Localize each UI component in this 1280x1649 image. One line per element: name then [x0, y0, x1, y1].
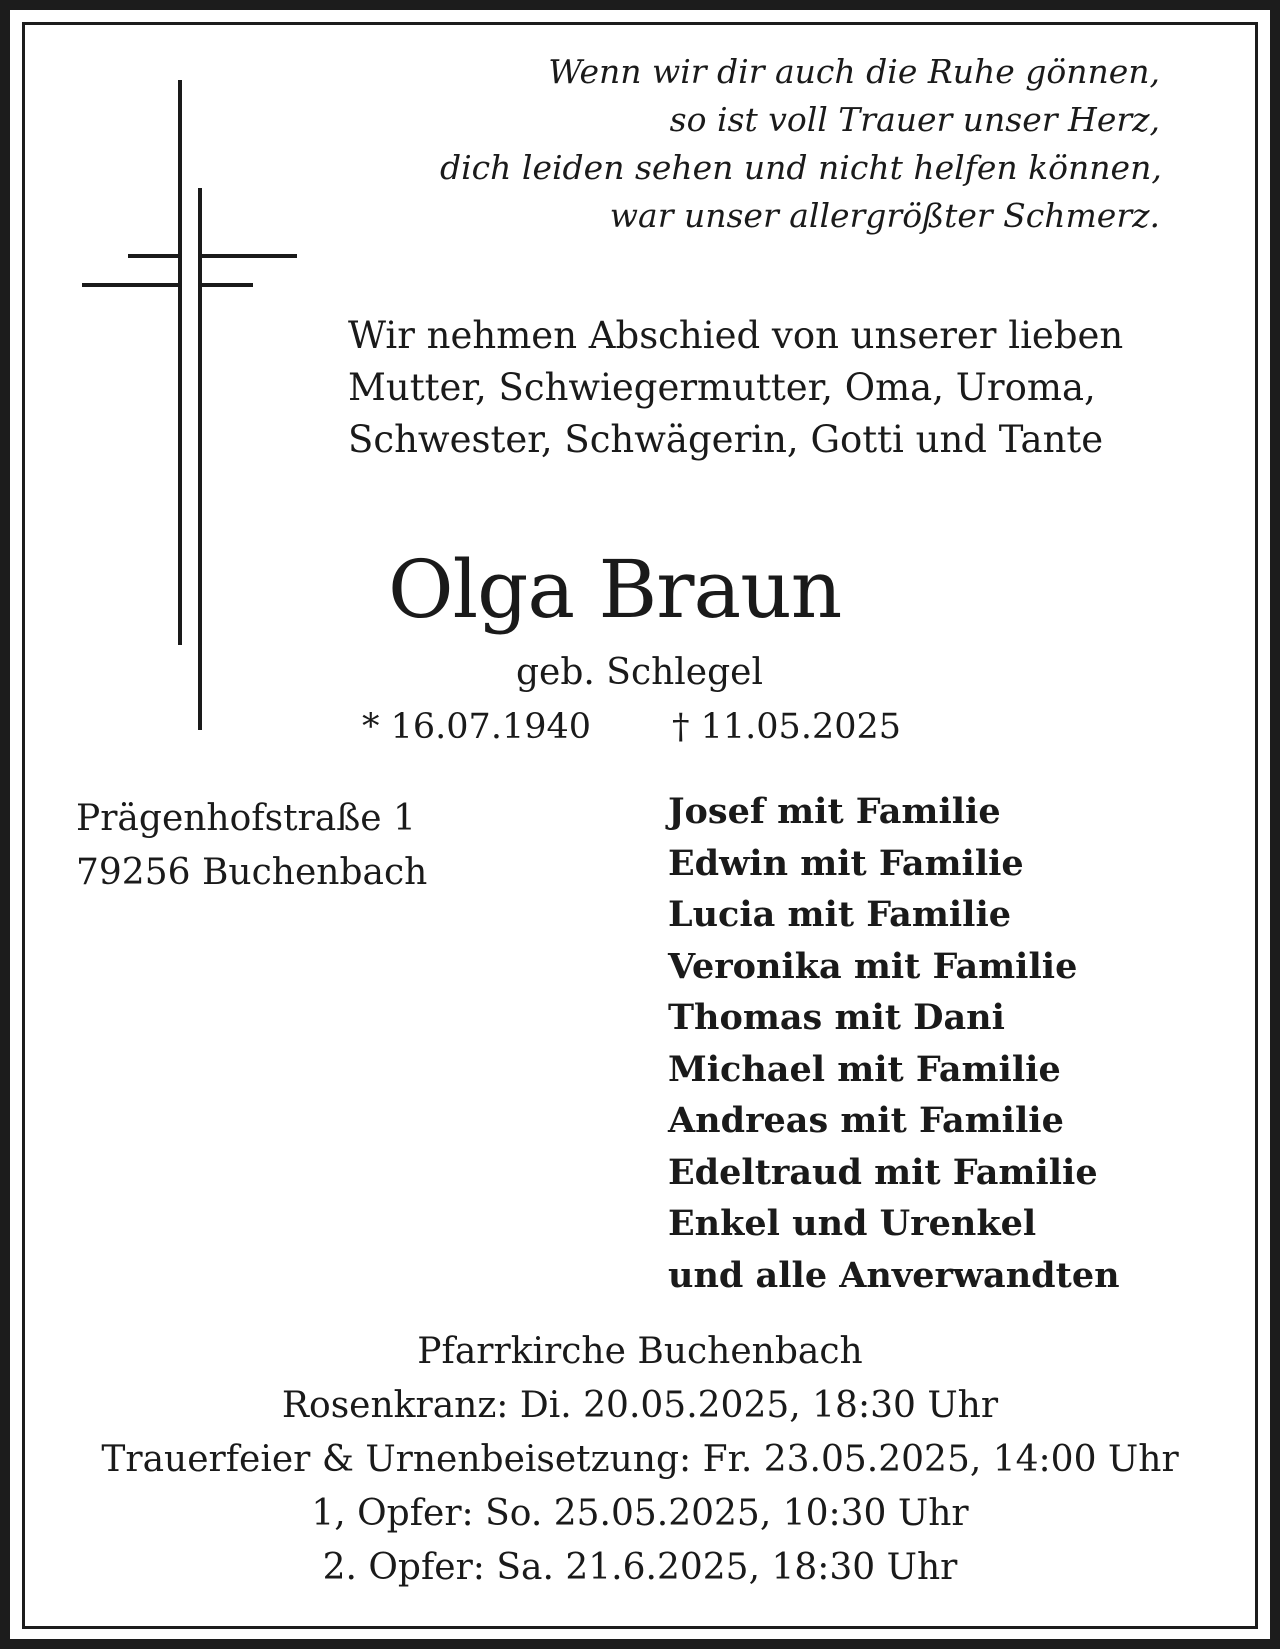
deceased-name: Olga Braun	[388, 543, 842, 636]
church-name: Pfarrkirche Buchenbach	[417, 1331, 863, 1372]
poem-line: so ist voll Trauer unser Herz,	[669, 100, 1160, 139]
poem-verse	[440, 48, 1160, 240]
birth-date: * 16.07.1940	[362, 707, 592, 747]
service-rosary: Rosenkranz: Di. 20.05.2025, 18:30 Uhr	[281, 1385, 999, 1426]
poem-line: dich leiden sehen und nicht helfen können,	[440, 148, 1162, 187]
intro-line: Mutter, Schwiegermutter, Oma, Uroma,	[348, 366, 1096, 409]
poem-line: Wenn wir dir auch die Ruhe gönnen,	[548, 52, 1160, 91]
mourner-entry: Enkel und Urenkel	[668, 1203, 1037, 1244]
mourning-address	[76, 792, 636, 900]
intro-line: Wir nehmen Abschied von unserer lieben	[348, 314, 1124, 357]
poem-line: war unser allergrößter Schmerz.	[609, 196, 1160, 235]
address-street: Prägenhofstraße 1	[76, 798, 416, 839]
service-second-mass: 2. Opfer: Sa. 21.6.2025, 18:30 Uhr	[322, 1547, 958, 1588]
mourner-entry: Josef mit Familie	[668, 791, 1001, 832]
intro-line: Schwester, Schwägerin, Gotti und Tante	[348, 418, 1104, 461]
mourner-entry: Edeltraud mit Familie	[668, 1151, 1098, 1193]
death-date: † 11.05.2025	[672, 707, 902, 747]
mourner-entry: Lucia mit Familie	[668, 894, 1012, 935]
service-schedule	[22, 1325, 1258, 1595]
farewell-intro	[348, 310, 1228, 466]
mourner-entry: Andreas mit Familie	[668, 1100, 1064, 1141]
maiden-name: geb. Schlegel	[516, 652, 763, 693]
mourner-entry: Edwin mit Familie	[668, 842, 1024, 884]
service-funeral: Trauerfeier & Urnenbeisetzung: Fr. 23.05.2025, 14:00 Uhr	[101, 1439, 1179, 1480]
mourner-entry: Thomas mit Dani	[668, 997, 1005, 1038]
mourners-list	[668, 786, 1268, 1301]
mourner-entry: und alle Anverwandten	[668, 1254, 1120, 1296]
cross-icon	[80, 80, 300, 730]
mourner-entry: Michael mit Familie	[668, 1048, 1061, 1090]
mourner-entry: Veronika mit Familie	[668, 945, 1078, 987]
address-city: 79256 Buchenbach	[76, 852, 428, 893]
service-first-mass: 1, Opfer: So. 25.05.2025, 10:30 Uhr	[311, 1493, 969, 1534]
